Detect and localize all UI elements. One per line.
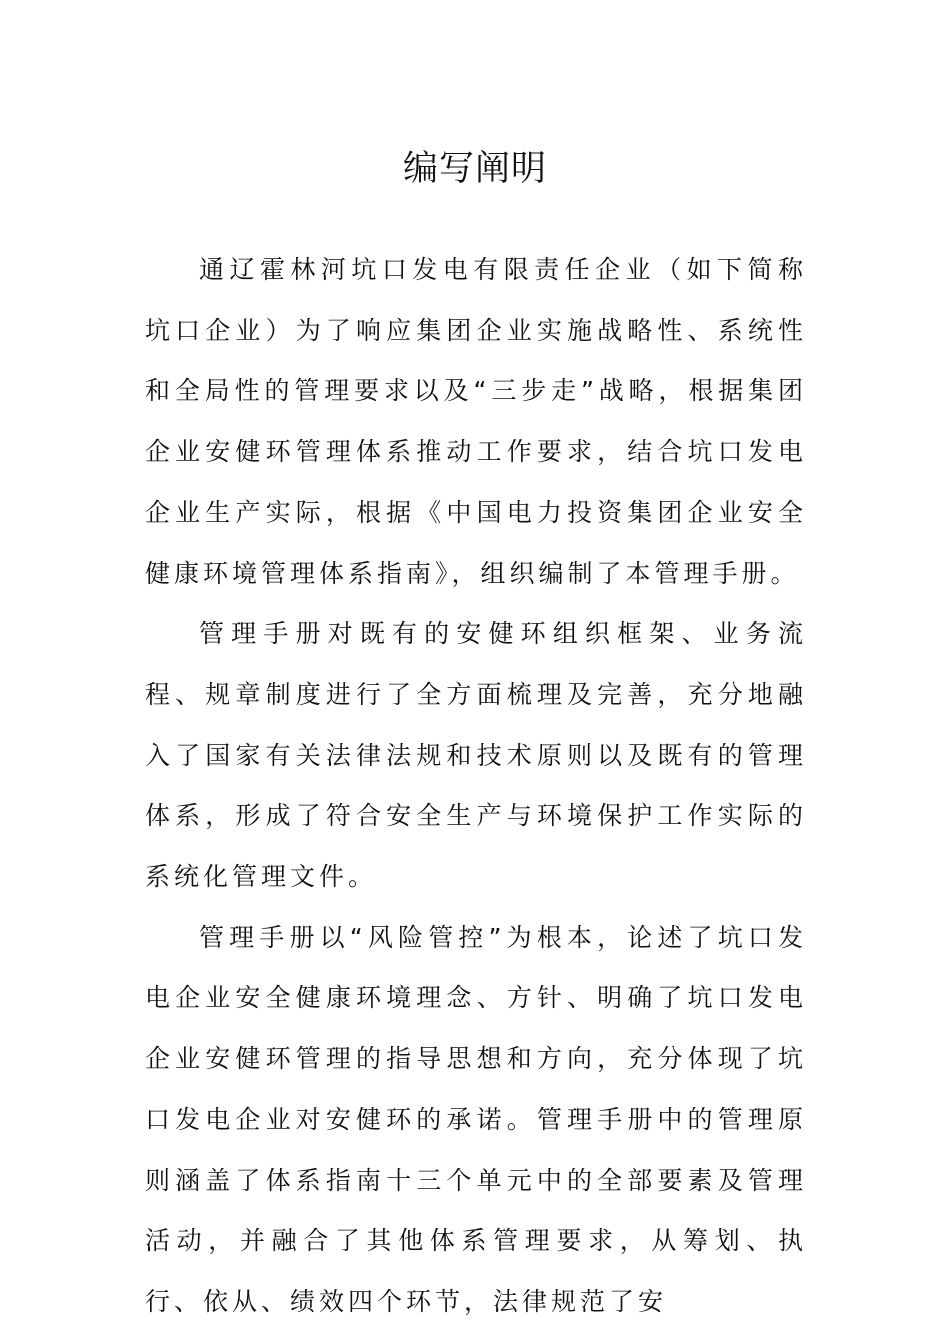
document-body <box>145 240 807 1333</box>
paragraph-3: 管理手册以“风险管控”为根本，论述了坑口发电企业安全健康环境理念、方针、明确了坑口发电企业安健环管理的指导思想和方向，充分体现了坑口发电企业对安健环的承诺。管理手册中的管理原则涵盖了体系指南十三个单元中的全部要素及管理活动，并融合了其他体系管理要求，从筹划、执行、依从、绩效四个环节，法律规范了安 <box>145 922 807 1316</box>
paragraph-1: 通辽霍林河坑口发电有限责任企业（如下简称坑口企业）为了响应集团企业实施战略性、系统性和全局性的管理要求以及“三步走”战略，根据集团企业安健环管理体系推动工作要求，结合坑口发电企业生产实际，根据《中国电力投资集团企业安全健康环境管理体系指南》，组织编制了本管理手册。 <box>145 255 807 588</box>
paragraph-2: 管理手册对既有的安健环组织框架、业务流程、规章制度进行了全方面梳理及完善，充分地融入了国家有关法律法规和技术原则以及既有的管理体系，形成了符合安全生产与环境保护工作实际的系统化管理文件。 <box>145 619 807 892</box>
page-title: 编写阐明 <box>402 149 547 189</box>
